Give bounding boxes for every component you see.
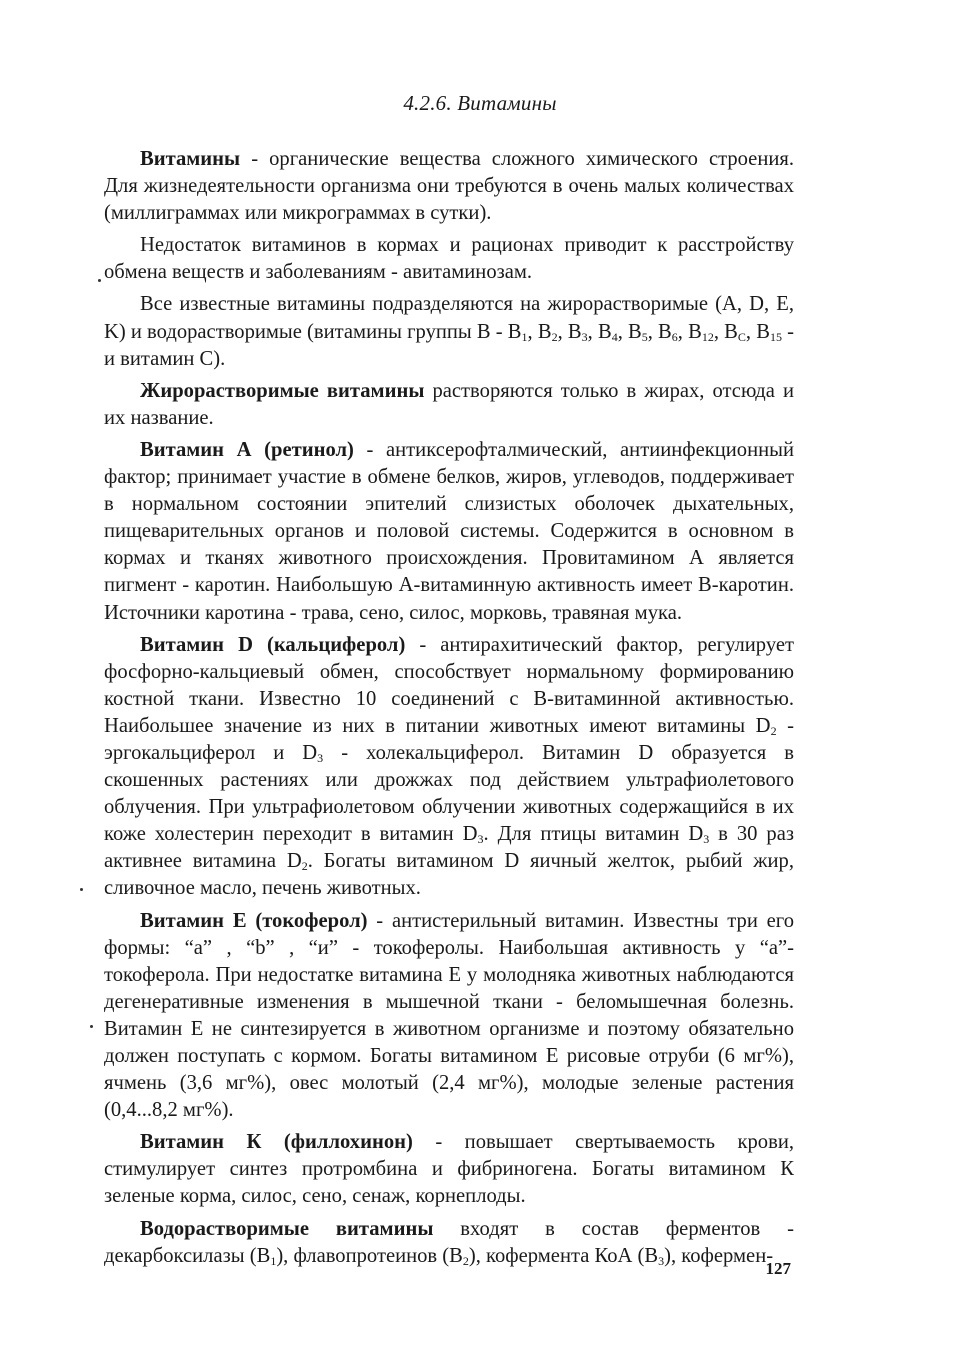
subscript: 5 [641,329,648,344]
subscript: 3 [581,329,588,344]
section-heading: 4.2.6. Витамины [403,91,557,115]
subscript: 2 [551,329,558,344]
text-run: , B [713,320,738,343]
text-run: Все известные витамины подразделяются на жирорастворимые (A, D, E, K) и водорастворимые (витамины группы B - B [104,293,794,343]
subscript: 12 [701,329,714,344]
subscript: 6 [671,329,678,344]
term-vitamins: Витамины [140,148,241,170]
subscript: 1 [521,329,528,344]
text-run: , B [647,320,672,343]
subscript: C [737,329,746,344]
text-run: . Богаты витамином D яичный желток, рыбий жир, сливочное масло, печень животных. [104,850,794,900]
subscript: 2 [462,1253,469,1268]
subscript: 3 [317,750,324,765]
text-run: входят в состав ферментов - декарбоксилазы (B [104,1217,794,1267]
paragraph-vitamin-k [104,1129,794,1210]
text-run: , B [587,320,612,343]
subscript: 3 [703,832,710,847]
text-run: ), флавопротеинов (B [276,1244,463,1267]
term-vitamin-a: Витамин А (ретинол) [140,438,354,461]
text-run: , B [677,320,702,343]
body-text [104,146,794,1275]
term-vitamin-e: Витамин Е (токоферол) [140,909,368,932]
subscript: 3 [658,1253,665,1268]
page-number: 127 [765,1259,791,1278]
subscript: 3 [477,832,484,847]
text-run: - эргокальциферол и D [104,714,794,764]
text-run: , B [617,320,642,343]
subscript: 4 [611,329,618,344]
term-fat-soluble: Жирорастворимые витамины [140,379,425,402]
paragraph-text: растворяются только в жирах, отсюда и их название. [104,379,795,429]
term-water-soluble: Водорастворимые витамины [140,1217,434,1240]
paragraph-text: - антиксерофталмический, антиинфекционный фактор; принимает участие в обмене белков, жиров, углеводов, поддерживает в нормальном состоянии эпителий слизистых оболочек дыхательных, пищеварительных органов и половой системы. Содержится в основном в кормах и тканях животного происхождения. Провитамином А является пигмент - каротин. Наибольшую А-витаминную активность имеет В-каротин. Источники каротина - трава, сено, силос, морковь, травяная мука. [104,438,794,624]
paragraph-classification [104,291,794,372]
subscript: 2 [301,859,308,874]
subscript: 2 [770,723,777,738]
paragraph-vitamin-a [104,437,794,627]
text-run: ), кофермен- [664,1244,774,1267]
term-vitamin-k: Витамин К (филлохинон) [140,1131,413,1154]
scan-speck [98,279,101,282]
scan-speck [90,1025,93,1028]
text-run: . Для птицы витамин D [483,823,704,846]
paragraph-text: - органические вещества сложного химического строения. Для жизнедеятельности организма они требуются в очень малых количествах (миллиграммах или микрограммах в сутки). [104,148,794,225]
paragraph-water-soluble [104,1216,794,1270]
subscript: 15 [769,329,782,344]
text-run: в 30 раз активнее витамина D [104,823,794,873]
text-run: ), кофермента КоА (B [468,1244,659,1267]
paragraph-deficiency [104,232,794,286]
paragraph-text: Недостаток витаминов в кормах и рационах приводит к расстройству обмена веществ и заболеваниям - авитаминозам. [104,234,794,284]
paragraph-fat-soluble [104,378,794,432]
paragraph-vitamin-e [104,908,794,1125]
text-run: - и витамин C). [104,320,794,370]
text-run: - антирахитический фактор, регулирует фосфорно-кальциевый обмен, способствует нормальному формированию костной ткани. Известно 10 соединений с В-витаминной активностью. Наибольшее значение из них в питании животных имеют витамины D [104,633,794,737]
paragraph-vitamins-definition [104,146,794,227]
term-vitamin-d: Витамин D (кальциферол) [140,633,406,656]
text-run: , B [557,320,582,343]
paragraph-text: - антистерильный витамин. Известны три его формы: “а” , “b” , “и” - токоферолы. Наибольшая активность у “а”-токоферола. При недостатке витамина Е у молодняка животных наблюдаются дегенеративные изменения в мышечной ткани - беломышечная болезнь. Витамин Е не синтезируется в животном организме и поэтому обязательно должен поступать с кормом. Богаты витамином Е рисовые отруби (6 мг%), ячмень (3,6 мг%), овес молотый (2,4 мг%), молодые зеленые растения (0,4...8,2 мг%). [104,909,794,1122]
scan-speck [80,888,83,891]
paragraph-text: - повышает свертываемость крови, стимулирует синтез протромбина и фибриногена. Богаты витамином К зеленые корма, силос, сено, сенаж, корнеплоды. [104,1131,794,1208]
text-run: , B [527,320,552,343]
paragraph-vitamin-d [104,632,794,903]
subscript: 1 [270,1253,277,1268]
text-run: - холекальциферол. Витамин D образуется в скошенных растениях или дрожжах под действием ультрафиолетового облучения. При ультрафиолетовом облучении животных содержащийся в их коже холестерин переходит в витамин D [104,741,794,846]
text-run: , B [745,320,770,343]
